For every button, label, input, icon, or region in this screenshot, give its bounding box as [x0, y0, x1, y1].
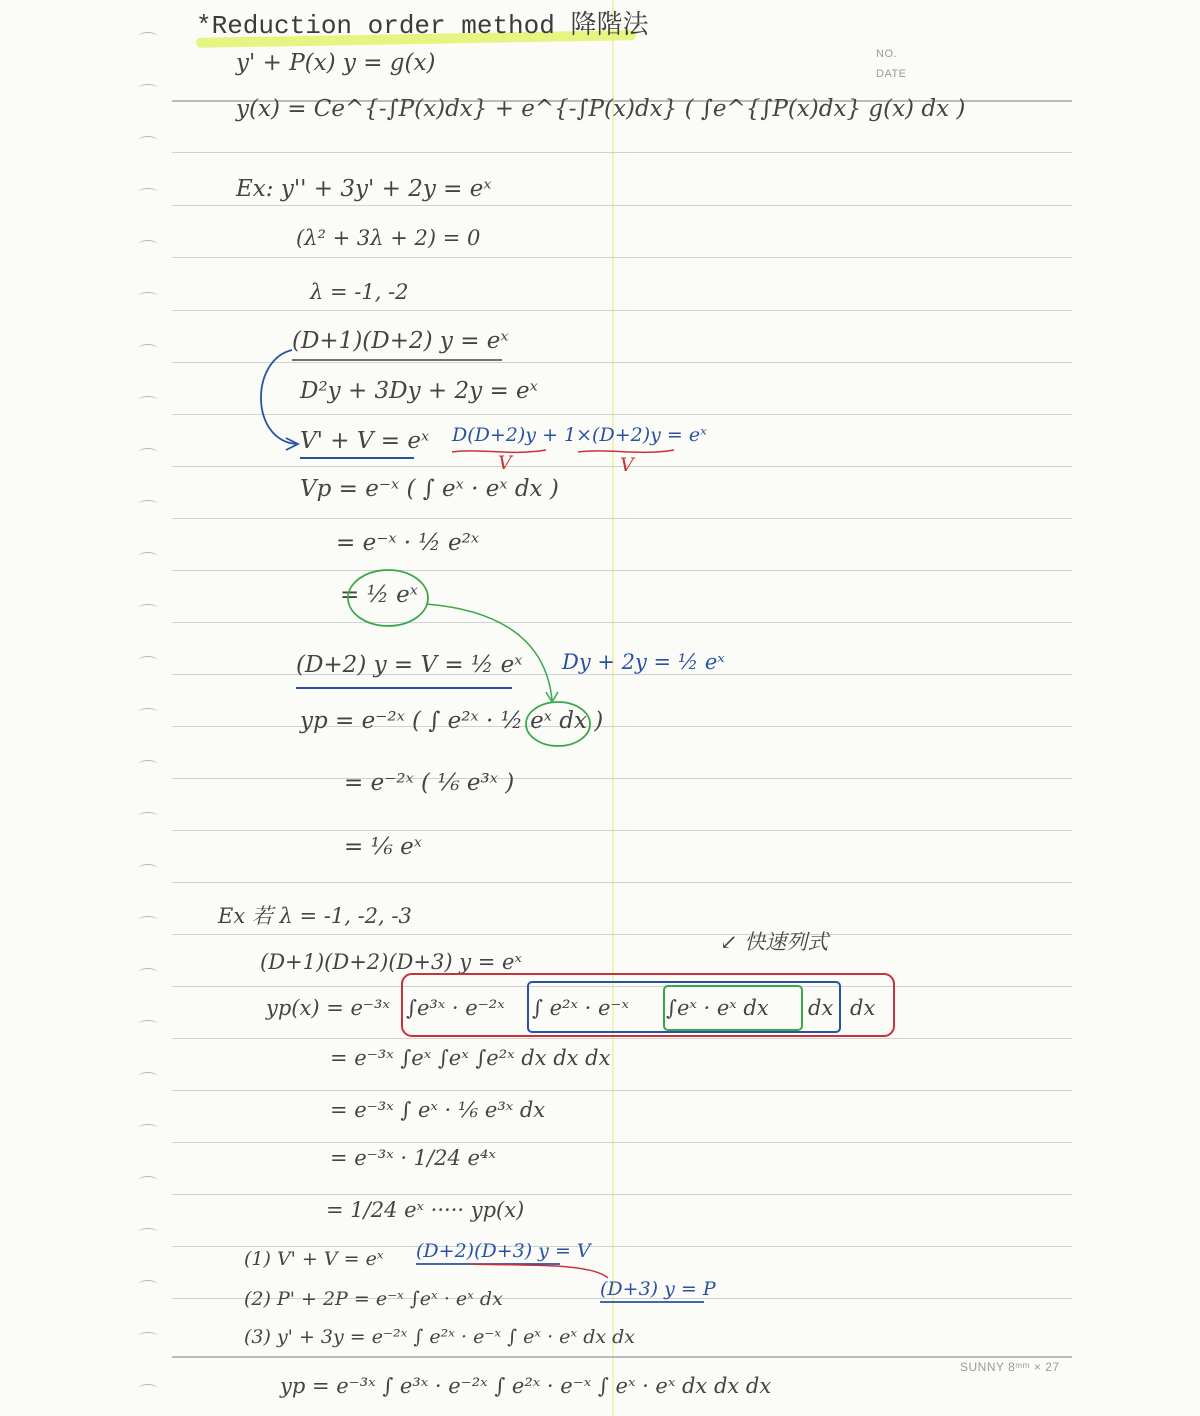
underline-red [452, 450, 546, 452]
blue-box [528, 982, 840, 1032]
ex2-line-3a: yp(x) = e⁻³ˣ [266, 996, 390, 1020]
ex2-line-3e: dx [808, 996, 834, 1020]
ex2-note: ↙ 快速列式 [720, 930, 829, 954]
ex1-v-mark-1: V [498, 452, 512, 474]
ex2-step-1: (1) V' + V = eˣ [244, 1248, 384, 1270]
ex1-line-10: (D+2) y = V = ½ eˣ [296, 652, 523, 678]
brand-mark: SUNNY 8ᵐᵐ × 27 [960, 1360, 1060, 1374]
ex1-line-13: = ⅙ eˣ [344, 834, 422, 860]
ex1-line-11: yp = e⁻²ˣ ( ∫ e²ˣ · ½ eˣ dx ) [300, 708, 604, 734]
formula-line-1: y' + P(x) y = g(x) [236, 50, 436, 76]
ex2-line-3f: dx [850, 996, 876, 1020]
ex2-step-3: (3) y' + 3y = e⁻²ˣ ∫ e²ˣ · e⁻ˣ ∫ eˣ · eˣ dx dx [244, 1326, 635, 1348]
ex2-line-1: Ex 若 λ = -1, -2, -3 [218, 904, 412, 928]
red-connector [470, 1264, 608, 1278]
date-label: DATE [876, 68, 907, 80]
ex1-note-2: Dy + 2y = ½ eˣ [562, 650, 725, 674]
ex1-line-2: (λ² + 3λ + 2) = 0 [296, 226, 481, 250]
ex2-line-6: = e⁻³ˣ · 1/24 e⁴ˣ [330, 1146, 496, 1170]
ex2-line-7: = 1/24 eˣ ····· yp(x) [326, 1198, 525, 1222]
curved-arrow [261, 350, 296, 444]
ex2-step-1-note: (D+2)(D+3) y = V [416, 1240, 591, 1262]
green-box [664, 986, 802, 1030]
underline-red [578, 450, 674, 452]
ex2-line-3b: ∫e³ˣ · e⁻²ˣ [406, 996, 505, 1020]
ex2-line-2: (D+1)(D+2)(D+3) y = eˣ [260, 950, 522, 974]
page-title: *Reduction order method 降階法 [196, 11, 649, 41]
ex2-step-4: yp = e⁻³ˣ ∫ e³ˣ · e⁻²ˣ ∫ e²ˣ · e⁻ˣ ∫ eˣ · eˣ dx dx dx [280, 1374, 772, 1398]
green-circle [348, 570, 428, 626]
ex1-line-12: = e⁻²ˣ ( ⅙ e³ˣ ) [344, 770, 515, 796]
ex1-line-6: V' + V = eˣ [300, 428, 430, 454]
ex2-line-4: = e⁻³ˣ ∫eˣ ∫eˣ ∫e²ˣ dx dx dx [330, 1046, 611, 1070]
ex2-line-3d: ∫eˣ · eˣ dx [666, 996, 769, 1020]
ex1-line-7: Vp = e⁻ˣ ( ∫ eˣ · eˣ dx ) [300, 476, 559, 502]
ex1-line-9: = ½ eˣ [340, 582, 418, 608]
ex1-line-8: = e⁻ˣ · ½ e²ˣ [336, 530, 480, 556]
ex1-v-mark-2: V [620, 454, 634, 476]
ex2-line-5: = e⁻³ˣ ∫ eˣ · ⅙ e³ˣ dx [330, 1098, 546, 1122]
ex1-note-1: D(D+2)y + 1×(D+2)y = eˣ [452, 424, 707, 446]
ex1-line-4: (D+1)(D+2) y = eˣ [292, 328, 509, 354]
no-label: NO. [876, 48, 898, 60]
red-box [402, 974, 894, 1036]
green-arrow [426, 604, 552, 700]
ex1-line-3: λ = -1, -2 [310, 280, 409, 304]
formula-line-2: y(x) = Ce^{-∫P(x)dx} + e^{-∫P(x)dx} ( ∫e^{∫P(x)dx} g(x) dx ) [236, 96, 966, 122]
ex1-line-1: Ex: y'' + 3y' + 2y = eˣ [236, 176, 492, 202]
ex2-step-2: (2) P' + 2P = e⁻ˣ ∫eˣ · eˣ dx [244, 1288, 503, 1310]
ex2-line-3c: ∫ e²ˣ · e⁻ˣ [532, 996, 629, 1020]
ex1-line-5: D²y + 3Dy + 2y = eˣ [300, 378, 538, 404]
ex2-step-2-note: (D+3) y = P [600, 1278, 716, 1300]
green-circle [526, 702, 590, 746]
